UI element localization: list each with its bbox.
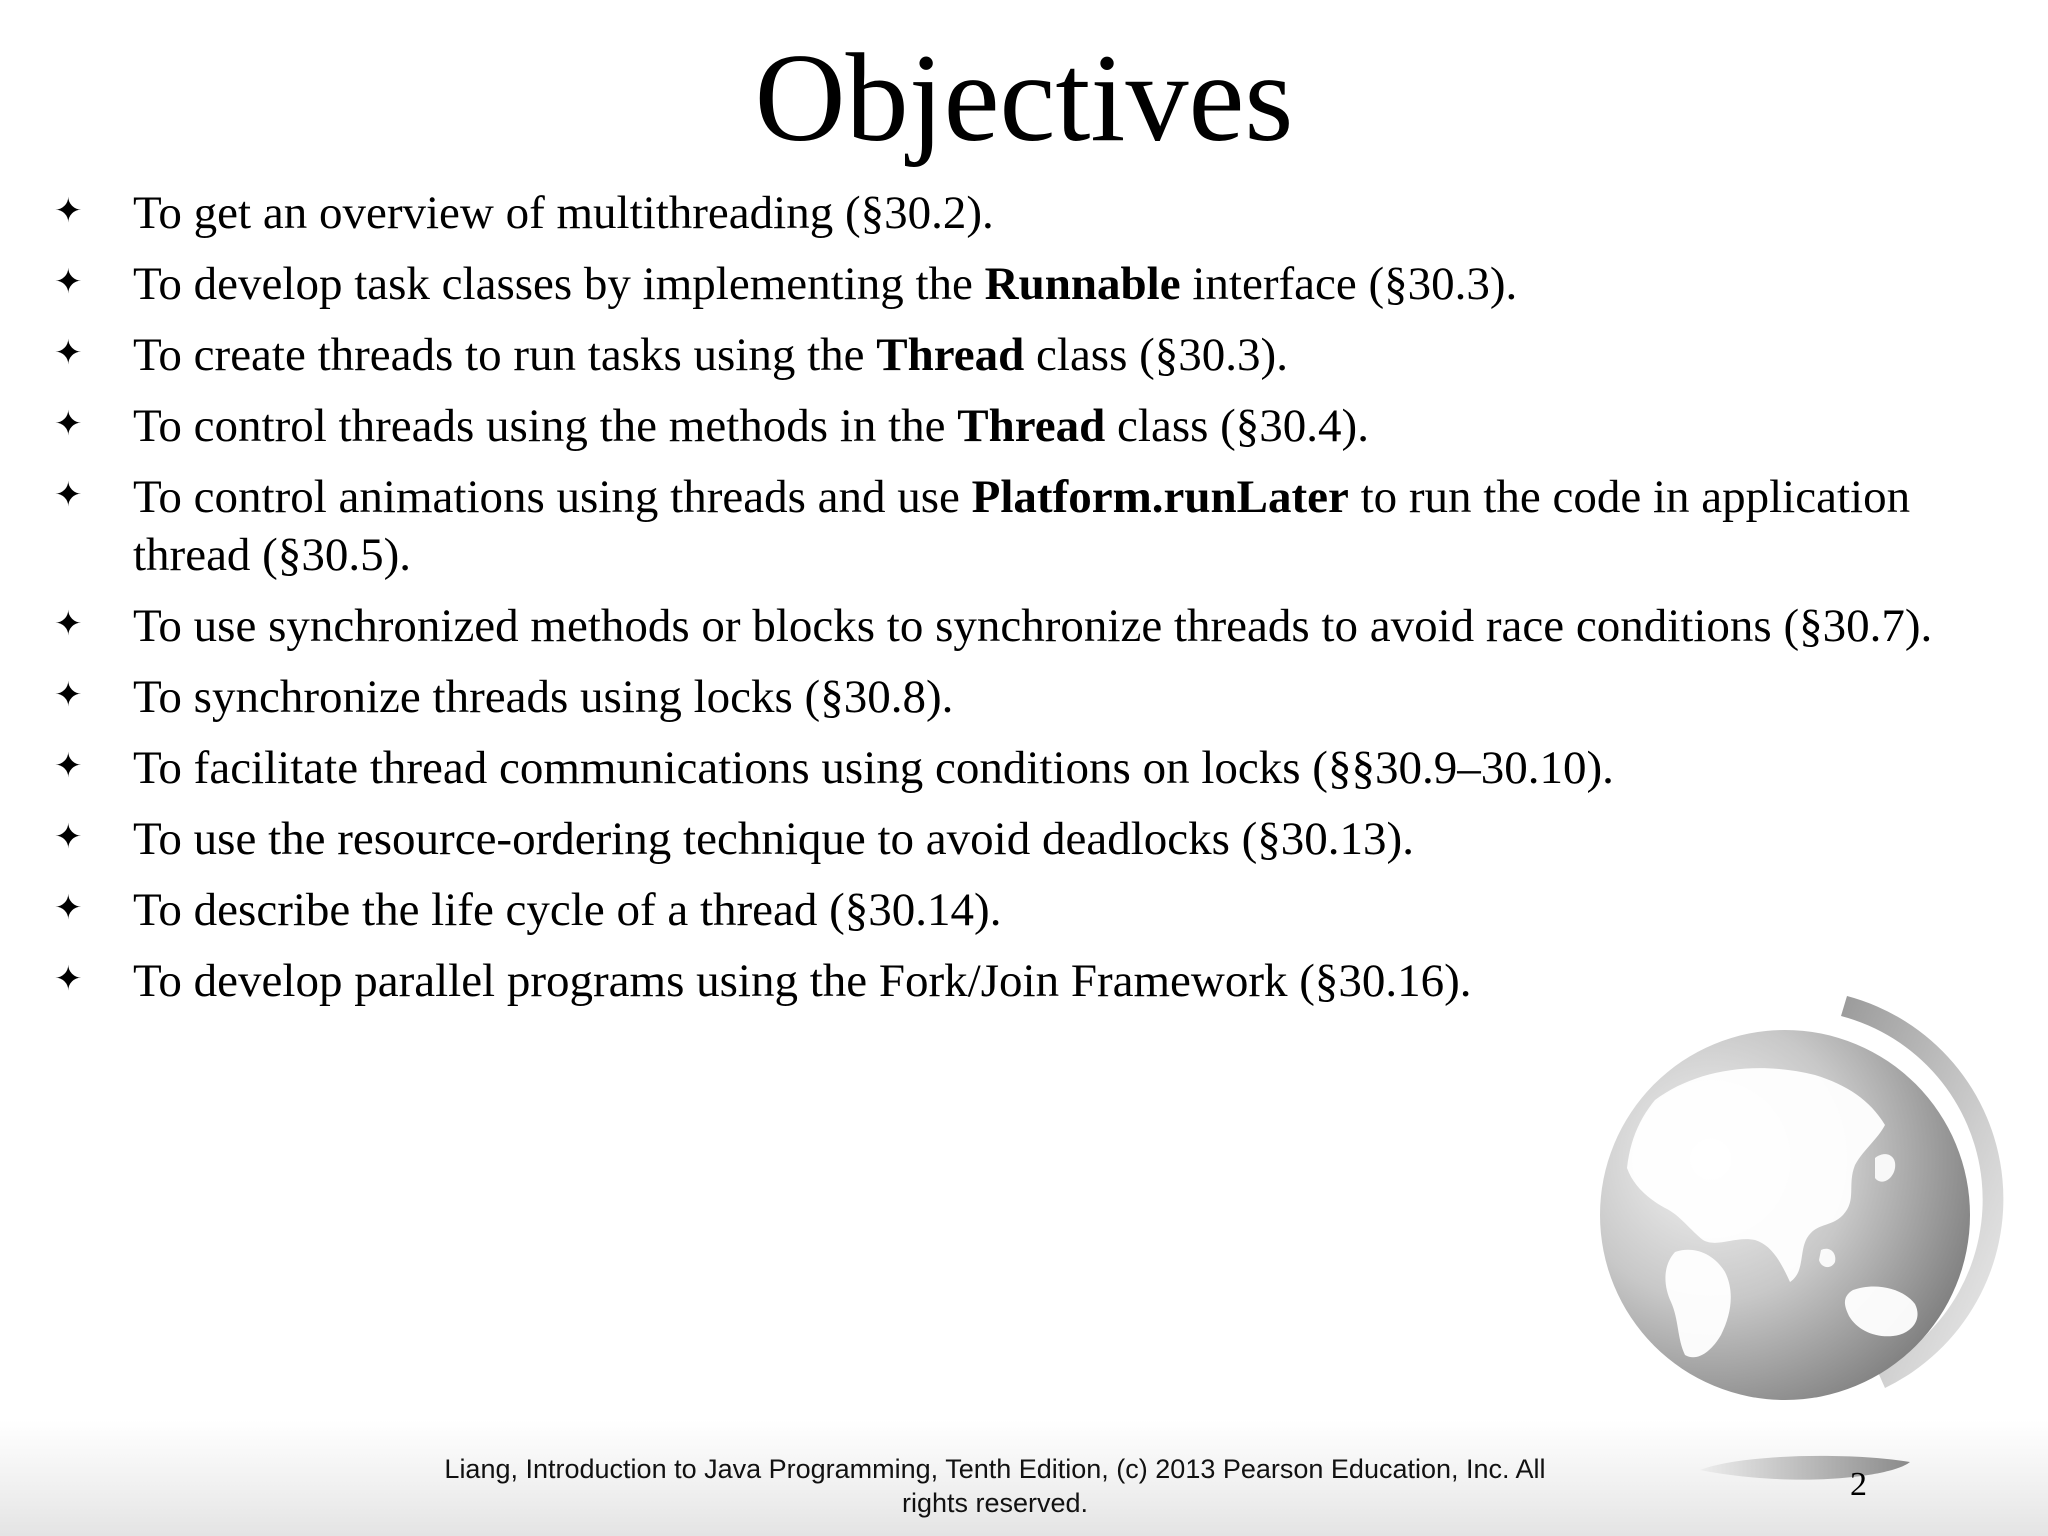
globe-icon xyxy=(1585,990,2015,1420)
list-item xyxy=(0,739,2048,797)
page-number: 2 xyxy=(1850,1466,1867,1503)
footer-line-1: Liang, Introduction to Java Programming, Tenth Edition, (c) 2013 Pearson Education, Inc. All xyxy=(444,1454,1546,1484)
list-item xyxy=(0,397,2048,455)
list-item xyxy=(0,810,2048,868)
list-item xyxy=(0,255,2048,313)
bullet-text: To use the resource-ordering technique to avoid deadlocks (§30.13). xyxy=(133,813,1414,865)
bullet-text: To develop parallel programs using the Fork/Join Framework (§30.16). xyxy=(133,955,1472,1007)
bullet-text: to run the code in application thread (§30.5). xyxy=(133,471,1911,581)
star-bullet-icon: ✦ xyxy=(54,475,83,515)
footer-line-2: rights reserved. xyxy=(901,1488,1089,1518)
star-bullet-icon: ✦ xyxy=(54,959,83,999)
list-item xyxy=(0,468,2023,584)
bullet-text: class (§30.3). xyxy=(1024,329,1288,381)
footer-copyright xyxy=(390,1452,1600,1520)
star-bullet-icon: ✦ xyxy=(54,817,83,857)
list-item xyxy=(0,326,2048,384)
bullet-text: To develop task classes by implementing the xyxy=(133,258,985,310)
slide-title: Objectives xyxy=(754,29,1294,168)
list-item xyxy=(0,881,2048,939)
star-bullet-icon: ✦ xyxy=(54,191,83,231)
star-bullet-icon: ✦ xyxy=(54,262,83,302)
star-bullet-icon: ✦ xyxy=(54,604,83,644)
globe-decoration xyxy=(1585,990,2015,1420)
bullet-text: class (§30.4). xyxy=(1105,400,1369,452)
objectives-list xyxy=(0,184,2048,1023)
bullet-text: To facilitate thread communications using conditions on locks (§§30.9–30.10). xyxy=(133,742,1614,794)
star-bullet-icon: ✦ xyxy=(54,404,83,444)
bullet-text: To describe the life cycle of a thread (§30.14). xyxy=(133,884,1002,936)
star-bullet-icon: ✦ xyxy=(54,746,83,786)
bullet-keyword: Runnable xyxy=(984,258,1181,310)
star-bullet-icon: ✦ xyxy=(54,333,83,373)
bullet-keyword: Thread xyxy=(957,400,1106,452)
swoosh-decoration xyxy=(1700,1452,1910,1488)
list-item xyxy=(0,668,2048,726)
bullet-text: To synchronize threads using locks (§30.8). xyxy=(133,671,954,723)
bullet-text: interface (§30.3). xyxy=(1180,258,1518,310)
list-item xyxy=(0,597,2048,655)
bullet-text: To use synchronized methods or blocks to synchronize threads to avoid race conditions (§30.7). xyxy=(133,600,1933,652)
star-bullet-icon: ✦ xyxy=(54,888,83,928)
bullet-text: To create threads to run tasks using the xyxy=(133,329,877,381)
bullet-text: To control animations using threads and use xyxy=(133,471,972,523)
bullet-keyword: Thread xyxy=(876,329,1025,381)
list-item xyxy=(0,184,2048,242)
bullet-keyword: Platform.runLater xyxy=(971,471,1349,523)
bullet-text: To get an overview of multithreading (§30.2). xyxy=(133,187,994,239)
bullet-text: To control threads using the methods in the xyxy=(133,400,958,452)
star-bullet-icon: ✦ xyxy=(54,675,83,715)
